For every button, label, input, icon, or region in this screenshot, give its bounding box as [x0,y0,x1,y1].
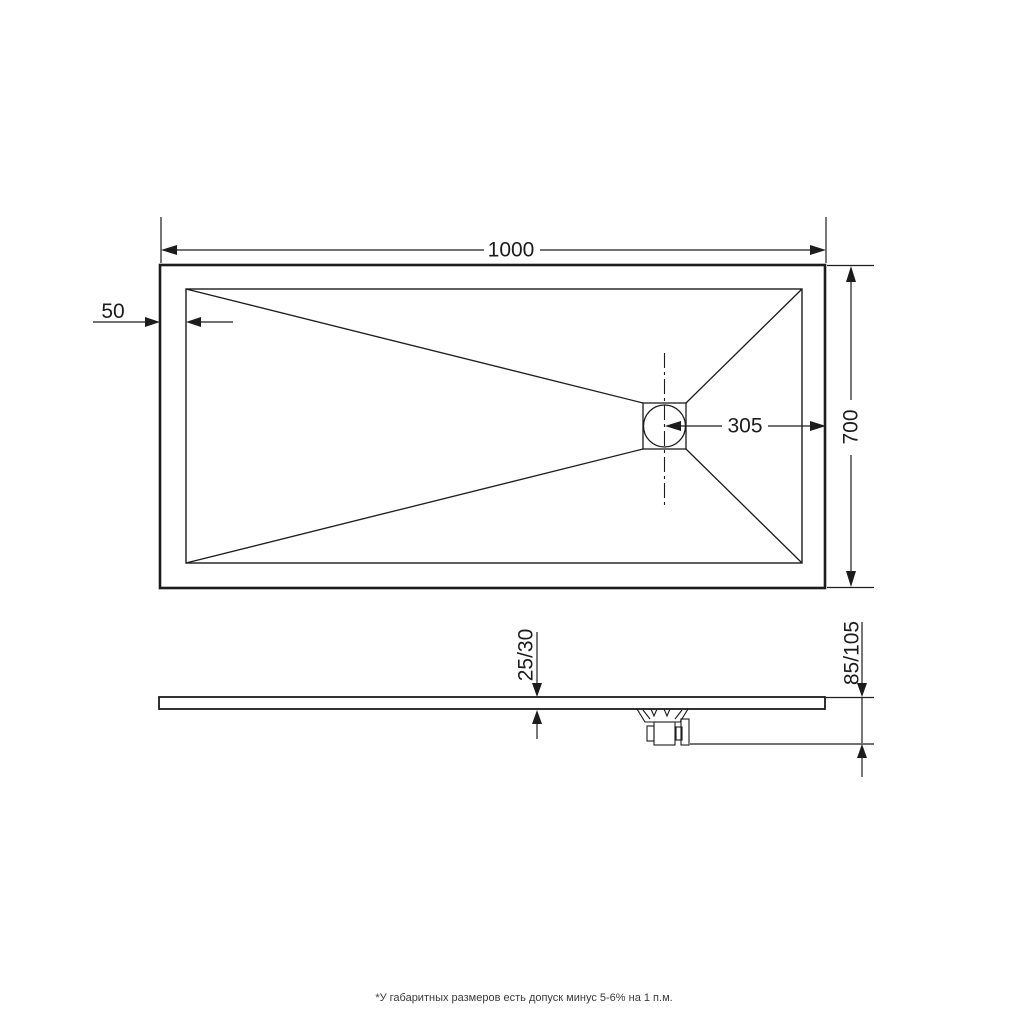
arrowhead-down-icon [846,571,856,587]
dim-overall-85-105 [690,621,874,777]
dim-label-700: 700 [839,409,863,445]
arrowhead-left-icon [186,317,201,327]
arrowhead-up-icon [532,710,542,724]
dim-thickness-25-30 [515,629,543,739]
slope-line-top-left [186,289,643,403]
drain-trap-section [637,709,689,745]
trap-body [654,722,675,745]
slope-line-top-right [686,289,802,403]
trap-left-nub [647,726,654,741]
arrowhead-up-icon [857,744,867,758]
drain-flange [637,709,688,722]
dim-label-25-30: 25/30 [514,628,538,682]
arrowhead-left-icon [665,421,681,431]
dim-width-1000 [161,217,826,263]
section-view [159,697,825,745]
dim-label-50: 50 [101,300,125,323]
tray-section-slab [159,697,825,709]
flange-hatch-left [643,710,650,719]
tolerance-footnote: *У габаритных размеров есть допуск минус 5-6% на 1 п.м. [375,992,673,1004]
arrowhead-left-icon [161,245,177,255]
dim-label-305: 305 [727,414,763,438]
slope-line-bottom-left [186,449,643,563]
tray-outer-rect [160,265,825,588]
dim-rim-50 [93,300,233,327]
top-view [160,265,825,588]
slope-line-bottom-right [686,449,802,563]
dim-height-700 [827,266,874,588]
arrowhead-up-icon [846,266,856,282]
flange-notch-left [651,709,657,716]
dim-label-85-105: 85/105 [840,620,864,686]
arrowhead-right-icon [810,245,826,255]
arrowhead-right-icon [145,317,160,327]
arrowhead-down-icon [532,683,542,697]
flange-hatch-right [675,710,682,719]
arrowhead-right-icon [810,421,826,431]
dim-label-1000: 1000 [487,238,535,262]
flange-notch-right [664,709,670,716]
